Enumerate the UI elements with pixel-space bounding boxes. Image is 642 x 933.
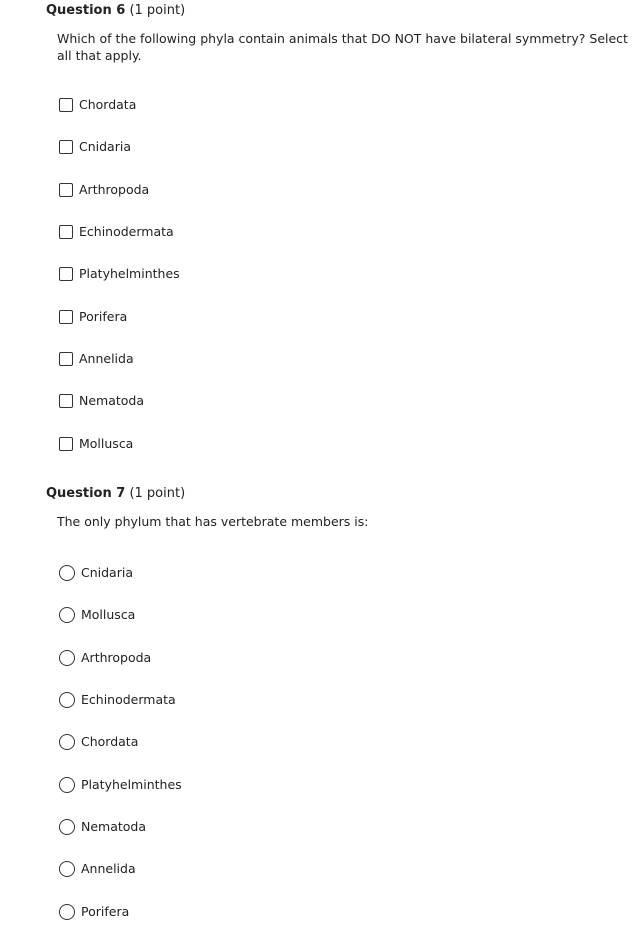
checkbox-option[interactable] <box>59 169 642 211</box>
radio-button[interactable] <box>59 692 75 708</box>
checkbox[interactable] <box>59 267 73 281</box>
option-label: Annelida <box>81 861 136 877</box>
checkbox[interactable] <box>59 98 73 112</box>
checkbox-option[interactable] <box>59 380 642 422</box>
option-label: Nematoda <box>79 393 145 409</box>
checkbox-option[interactable] <box>59 338 642 380</box>
checkbox-option[interactable] <box>59 295 642 337</box>
question-heading <box>46 486 642 502</box>
checkbox[interactable] <box>59 394 73 408</box>
question-number: Question 7 <box>46 486 126 501</box>
option-label: Mollusca <box>79 435 134 451</box>
option-label: Platyhelminthes <box>81 776 182 792</box>
option-label: Echinodermata <box>79 224 174 240</box>
question-7 <box>46 486 642 933</box>
radio-option[interactable] <box>59 679 642 721</box>
question-prompt: The only phylum that has vertebrate members is: <box>57 514 369 529</box>
checkbox-option[interactable] <box>59 422 642 464</box>
radio-option-list <box>59 552 642 933</box>
question-6 <box>46 3 642 465</box>
checkbox[interactable] <box>59 437 73 451</box>
checkbox-option-list <box>59 84 642 465</box>
radio-button[interactable] <box>59 734 75 750</box>
checkbox[interactable] <box>59 225 73 239</box>
checkbox-option[interactable] <box>59 253 642 295</box>
radio-option[interactable] <box>59 637 642 679</box>
option-label: Annelida <box>79 350 134 366</box>
checkbox-option[interactable] <box>59 84 642 126</box>
option-label: Arthropoda <box>79 181 150 197</box>
radio-option[interactable] <box>59 848 642 890</box>
radio-option[interactable] <box>59 552 642 594</box>
radio-button[interactable] <box>59 607 75 623</box>
option-label: Echinodermata <box>81 692 176 708</box>
radio-button[interactable] <box>59 904 75 920</box>
radio-option[interactable] <box>59 890 642 932</box>
radio-button[interactable] <box>59 819 75 835</box>
option-label: Mollusca <box>81 607 136 623</box>
option-label: Nematoda <box>81 818 147 834</box>
checkbox-option[interactable] <box>59 211 642 253</box>
question-prompt: Which of the following phyla contain animals that DO NOT have bilateral symmetry? Select all that apply. <box>57 31 628 63</box>
option-label: Cnidaria <box>79 139 131 155</box>
radio-button[interactable] <box>59 861 75 877</box>
radio-option[interactable] <box>59 806 642 848</box>
checkbox[interactable] <box>59 310 73 324</box>
option-label: Porifera <box>79 308 128 324</box>
option-label: Chordata <box>79 97 137 113</box>
option-label: Platyhelminthes <box>79 266 180 282</box>
option-label: Arthropoda <box>81 649 152 665</box>
question-heading <box>46 3 642 19</box>
checkbox[interactable] <box>59 140 73 154</box>
question-points: (1 point) <box>129 486 186 501</box>
checkbox[interactable] <box>59 183 73 197</box>
radio-option[interactable] <box>59 763 642 805</box>
question-number: Question 6 <box>46 3 126 18</box>
radio-button[interactable] <box>59 650 75 666</box>
radio-option[interactable] <box>59 721 642 763</box>
radio-option[interactable] <box>59 594 642 636</box>
option-label: Chordata <box>81 734 139 750</box>
checkbox[interactable] <box>59 352 73 366</box>
question-points: (1 point) <box>129 3 186 18</box>
radio-button[interactable] <box>59 565 75 581</box>
checkbox-option[interactable] <box>59 126 642 168</box>
radio-button[interactable] <box>59 777 75 793</box>
option-label: Cnidaria <box>81 565 133 581</box>
option-label: Porifera <box>81 903 130 919</box>
